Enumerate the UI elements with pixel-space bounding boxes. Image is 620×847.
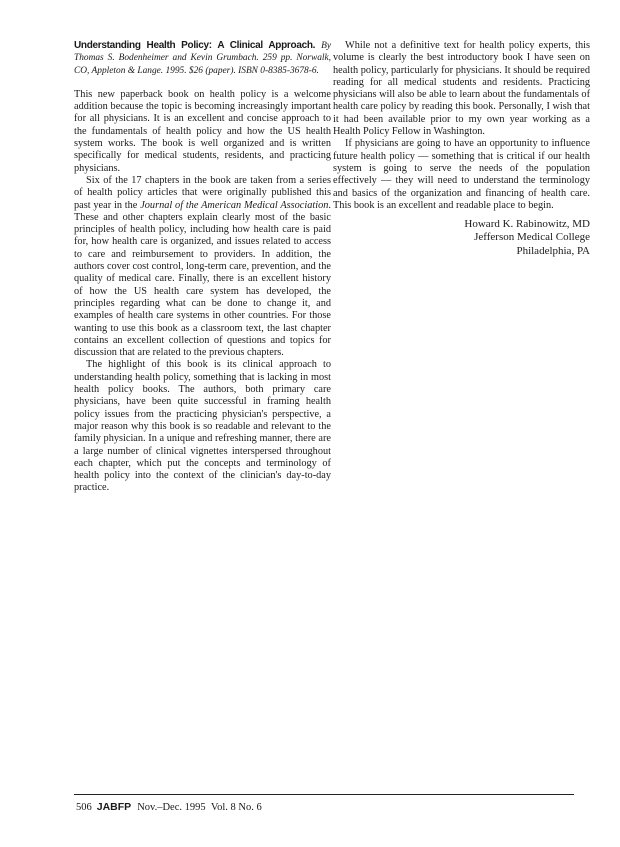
page-footer [76, 801, 262, 813]
review-paragraph-5: If physicians are going to have an opportunity to influence future health policy — something that is critical if our health system is going to serve the needs of the population effectively — they will need to understand the terminology and basics of the organization and financing of health care. This book is an excellent and readable place to begin. [333, 138, 590, 211]
page-number: 506 [76, 802, 92, 813]
journal-abbrev: JABFP [96, 801, 132, 813]
book-citation [74, 40, 331, 77]
footer-rule [74, 794, 574, 795]
review-paragraph-2 [74, 175, 331, 359]
review-paragraph-4: While not a definitive text for health policy experts, this volume is clearly the best introductory book I have seen on health policy, particularly for physicians. It should be required reading for all medical students and residents. Practicing physicians will also be able to learn about the fundamentals of health care policy by reading this book. Personally, I wish that it had been available prior to my own year working as a Health Policy Fellow in Washington. [333, 40, 590, 138]
book-details: By Thomas S. Bodenheimer and Kevin Grumbach. 259 pp. Norwalk, CO, Appleton & Lange. 1995. $26 (paper). ISBN 0-8385-3678-6. [74, 41, 331, 76]
reviewer-city: Philadelphia, PA [516, 244, 590, 257]
left-column [74, 40, 331, 495]
reviewer-institution: Jefferson Medical College [474, 231, 590, 244]
issue-date: Nov.–Dec. 1995 [137, 802, 206, 813]
right-column [333, 40, 590, 258]
paragraph-2-text-b: . These and other chapters explain clearly most of the basic principles of health policy, including how health care is paid for, how health care is organized, and issues related to access to care and reimbursement to providers. In addition, the authors cover cost control, long-term care, prevention, and the quality of medical care. Finally, there is an excellent history of how the US health care system has developed, the principles regarding what can be done to change it, and examples of health care systems in other countries. For those wanting to use this book as a classroom text, the last chapter contains an excellent collection of questions and topics for discussion that are related to the previous chapters. [74, 199, 331, 359]
journal-name: Journal of the American Medical Association [140, 199, 329, 211]
reviewer-signature [333, 218, 590, 258]
review-paragraph-3: The highlight of this book is its clinical approach to understanding health policy, something that is lacking in most health policy books. The authors, both primary care physicians, have been quite successful in framing health policy issues from the practicing physician's perspective, a major reason why this book is so readable and relevant to the family physician. In a unique and refreshing manner, there are a large number of clinical vignettes interspersed throughout each chapter, which put the concepts and terminology of health policy into the context of the clinician's day-to-day practice. [74, 359, 331, 494]
reviewer-name: Howard K. Rabinowitz, MD [464, 218, 590, 231]
book-title: Understanding Health Policy: A Clinical Approach. [74, 40, 316, 51]
volume-info: Vol. 8 No. 6 [210, 802, 262, 813]
paragraph-2-text-a: Six of the 17 chapters in the book are taken from a series of health policy articles that were originally published this past year in the [74, 174, 331, 211]
review-paragraph-1: This new paperback book on health policy is a welcome addition because the topic is becoming increasingly important for all physicians. It is an excellent and concise approach to the fundamentals of health policy and how the US health system works. The book is well organized and is written specifically for medical students, residents, and practicing physicians. [74, 88, 331, 174]
